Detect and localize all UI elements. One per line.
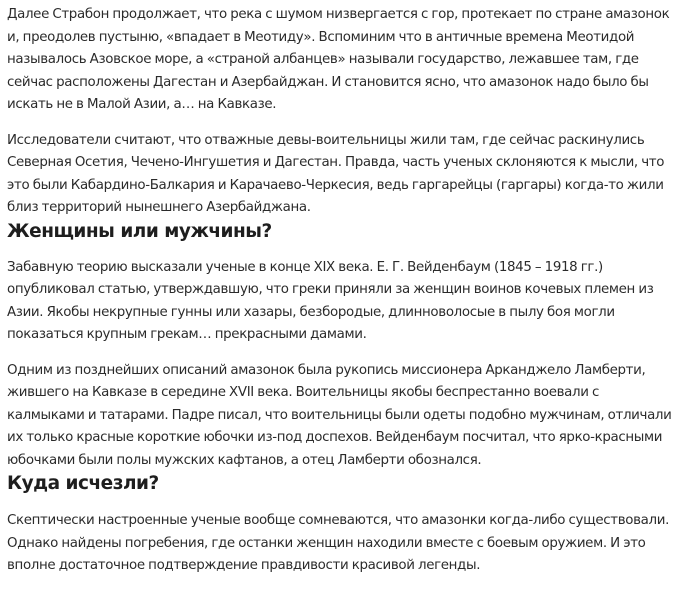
paragraph-weidenbaum-theory: Забавную теорию высказали ученые в конце XIX века. Е. Г. Вейденбаум (1845 – 1918 гг.) опубликовал статью, утверждавшую, что греки приняли за женщин воинов кочевых племен из Азии. Якобы некрупные гунны или хазары, безбородые, длинноволосые в пылу боя могли показаться крупным грекам… прекрасными дамами. xyxy=(7,259,654,342)
paragraph-strabo: Далее Страбон продолжает, что река с шумом низвергается с гор, протекает по стране амазонок и, преодолев пустыню, «впадает в Меотиду». Вспоминим что в античные времена Меотидой называлось Азовское море, а «страной албанцев» называли государство, лежавшее там, где сейчас расположены Дагестан и Азербайджан. И становится ясно, что амазонок надо было бы искать не в Малой Азии, а… на Кавказе. xyxy=(7,7,670,112)
paragraph-researchers: Исследователи считают, что отважные девы-воительницы жили там, где сейчас раскинулись Северная Осетия, Чечено-Ингушетия и Дагестан. Правда, часть ученых склоняются к мысли, что это были Кабардино-Балкария и Карачаево-Черкесия, ведь гаргарейцы (гаргары) когда-то жили близ территорий нынешнего Азербайджана. xyxy=(7,132,665,215)
section-heading-where-disappeared: Куда исчезли? xyxy=(7,473,159,494)
section-heading-women-or-men: Женщины или мужчины? xyxy=(7,220,272,242)
paragraph-lamberti: Одним из позднейших описаний амазонок была рукопись миссионера Арканджело Ламберти, жившего на Кавказе в середине XVII века. Воительницы якобы беспрестанно воевали с калмыками и татарами. Падре писал, что воительницы были одеты подобно мужчинам, отличали их только красные короткие юбочки из-под доспехов. Вейденбаум посчитал, что ярко-красными юбочками были полы мужских кафтанов, а отец Ламберти обознался. xyxy=(7,362,672,468)
paragraph-skeptics: Скептически настроенные ученые вообще сомневаются, что амазонки когда-либо существовали. Однако найдены погребения, где останки женщин находили вместе с боевым оружием. И это вполне достаточное подтверждение правдивости красивой легенды. xyxy=(7,513,669,573)
